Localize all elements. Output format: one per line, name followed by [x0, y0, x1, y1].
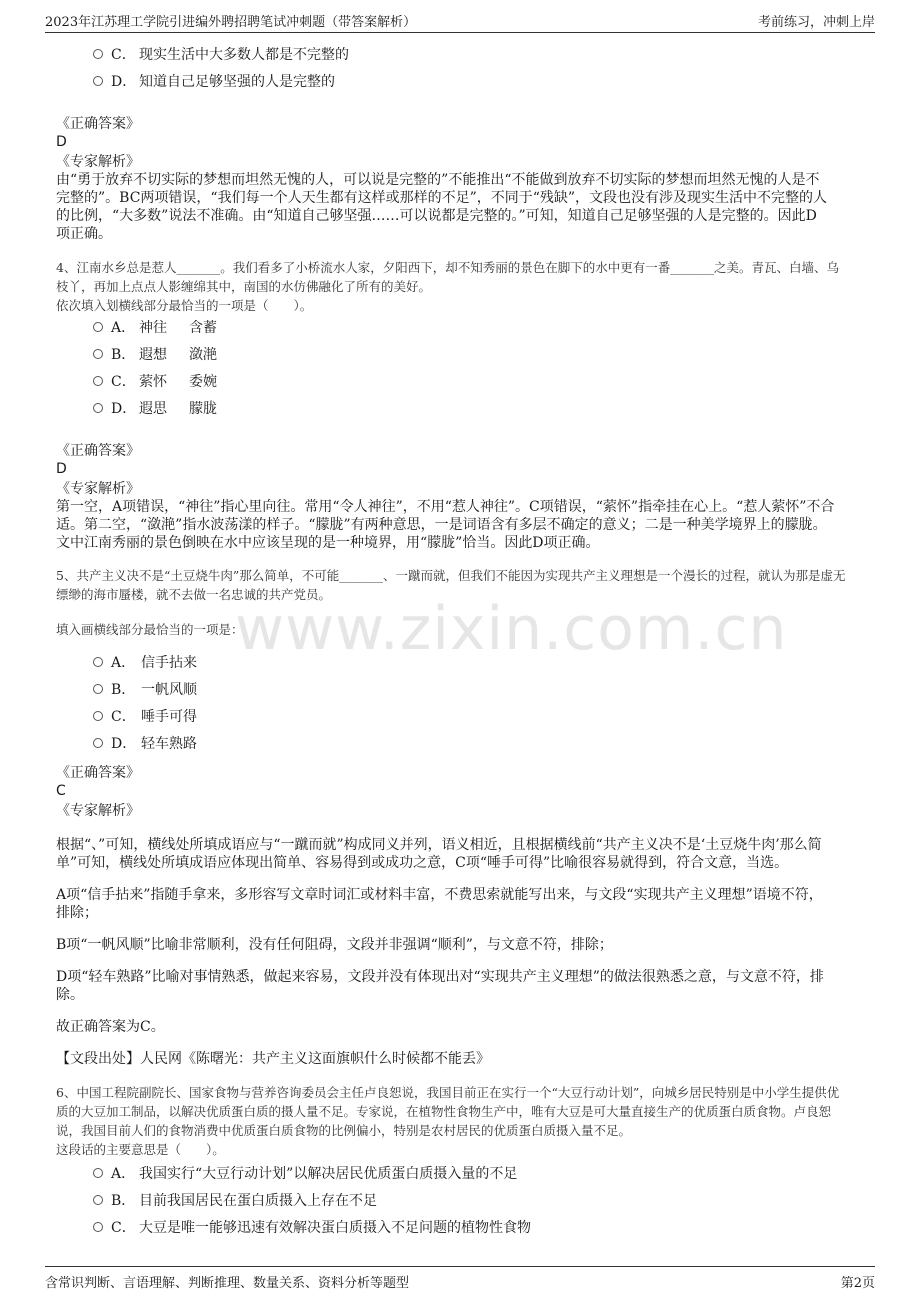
q5-conclusion: 故正确答案为C。	[56, 1019, 165, 1035]
radio-icon[interactable]	[93, 376, 103, 386]
q5-analysis-para-4	[56, 968, 864, 1004]
document-title: 2023年江苏理工学院引进编外聘招聘笔试冲刺题（带答案解析）	[45, 15, 417, 30]
option-letter: C．	[111, 1220, 136, 1236]
option-text: 信手拈来	[141, 655, 197, 671]
q5-analysis-para-3: B项“一帆风顺”比喻非常顺利，没有任何阻碍，文段并非强调“顺利”，与文意不符，排除；	[56, 937, 613, 953]
page-header	[45, 8, 875, 33]
analysis-line: A项“信手拈来”指随手拿来，多形容写文章时词汇或材料丰富，不费思索就能写出来，与文段“实现共产主义理想”语境不符，	[56, 887, 823, 903]
option-text-2: 含蓄	[189, 320, 217, 336]
option-text: 知道自己足够坚强的人是完整的	[139, 74, 335, 90]
option-text: 遐思	[139, 401, 167, 417]
option-letter: A．	[111, 320, 136, 336]
q5-option-c[interactable]	[93, 707, 197, 727]
radio-icon[interactable]	[93, 738, 103, 748]
analysis-line: 完整的”。BC两项错误，“我们每一个人天生都有这样或那样的不足”，不同于“残缺”，文段也没有涉及现实生活中不完整的人	[56, 190, 828, 206]
q4-analysis	[56, 498, 864, 552]
option-text: 现实生活中大多数人都是不完整的	[139, 47, 349, 63]
option-letter: C．	[111, 47, 136, 63]
stem-line: 4、江南水乡总是惹人_______。我们看多了小桥流水人家，夕阳西下，却不知秀丽的景色在脚下的水中更有一番_______之美。青瓦、白墙、乌	[56, 260, 839, 275]
header-slogan: 考前练习，冲刺上岸	[757, 15, 875, 30]
option-letter: B．	[111, 1193, 136, 1209]
q5-source: 【文段出处】人民网《陈曙光：共产主义这面旗帜什么时候都不能丢》	[56, 1051, 490, 1067]
stem-line: 质的大豆加工制品，以解决优质蛋白质的摄人量不足。专家说，在植物性食物生产中，唯有大豆是可大量直接生产的优质蛋白质食物。卢良恕	[56, 1104, 832, 1119]
radio-icon[interactable]	[93, 1222, 103, 1232]
option-letter: D．	[111, 401, 137, 417]
q4-stem	[56, 258, 868, 315]
radio-icon[interactable]	[93, 349, 103, 359]
q4-option-a[interactable]	[93, 318, 217, 338]
stem-line: 这段话的主要意思是（ ）。	[56, 1142, 225, 1157]
radio-icon[interactable]	[93, 76, 103, 86]
q5-analysis-para-1	[56, 836, 864, 872]
footer-categories: 含常识判断、言语理解、判断推理、数量关系、资料分析等题型	[45, 1276, 410, 1291]
option-text: 遐想	[139, 347, 167, 363]
option-text: 一帆风顺	[141, 682, 197, 698]
option-text: 神往	[139, 320, 167, 336]
option-text: 轻车熟路	[141, 736, 197, 752]
q3-answer-label: 《正确答案》	[56, 116, 140, 132]
q5-option-a[interactable]	[93, 653, 197, 673]
q3-option-c[interactable]	[93, 45, 349, 65]
option-letter: A．	[111, 655, 136, 671]
option-letter: D．	[111, 736, 137, 752]
q3-option-d[interactable]	[93, 72, 335, 92]
option-text: 目前我国居民在蛋白质摄入上存在不足	[139, 1193, 377, 1209]
q4-option-b[interactable]	[93, 345, 217, 365]
option-letter: D．	[111, 74, 137, 90]
watermark: www.zixin.com.cn	[235, 594, 788, 664]
q5-option-d[interactable]	[93, 734, 197, 754]
analysis-line: 排除；	[56, 905, 98, 921]
radio-icon[interactable]	[93, 657, 103, 667]
q6-option-c[interactable]	[93, 1218, 531, 1238]
option-text-2: 朦胧	[189, 401, 217, 417]
q6-stem	[56, 1083, 868, 1159]
q4-analysis-label: 《专家解析》	[56, 481, 140, 497]
option-text: 萦怀	[139, 374, 167, 390]
option-text-2: 委婉	[189, 374, 217, 390]
option-text-2: 潋滟	[189, 347, 217, 363]
analysis-line: 文中江南秀丽的景色倒映在水中应该呈现的是一种境界，用“朦胧”恰当。因此D项正确。	[56, 535, 600, 551]
radio-icon[interactable]	[93, 1195, 103, 1205]
q3-analysis-label: 《专家解析》	[56, 154, 140, 170]
q5-analysis-label: 《专家解析》	[56, 803, 140, 819]
radio-icon[interactable]	[93, 322, 103, 332]
analysis-line: 单”可知，横线处所填成语应体现出简单、容易得到或成功之意，C项“唾手可得”比喻很容易就得到，符合文意，当选。	[56, 855, 789, 871]
q3-answer: D	[56, 134, 67, 150]
q5-answer: C	[56, 783, 66, 799]
option-letter: B．	[111, 347, 136, 363]
analysis-line: 项正确。	[56, 226, 112, 242]
stem-line: 依次填入划横线部分最恰当的一项是（ ）。	[56, 298, 313, 313]
q4-option-c[interactable]	[93, 372, 217, 392]
q6-option-b[interactable]	[93, 1191, 377, 1211]
page-footer	[45, 1266, 875, 1295]
q5-prompt: 填入画横线部分最恰当的一项是：	[56, 622, 244, 637]
radio-icon[interactable]	[93, 1168, 103, 1178]
radio-icon[interactable]	[93, 403, 103, 413]
stem-line: 缥缈的海市蜃楼，就不去做一名忠诚的共产党员。	[56, 587, 332, 602]
page-number: 第2页	[840, 1276, 875, 1291]
analysis-line: 根据“、”可知，横线处所填成语应与“一蹴而就”构成同义并列，语义相近，且根据横线前“共产主义决不是‘土豆烧牛肉’那么简	[56, 837, 822, 853]
option-letter: C．	[111, 709, 136, 725]
option-text: 我国实行“大豆行动计划”以解决居民优质蛋白质摄入量的不足	[139, 1166, 518, 1182]
q4-answer: D	[56, 461, 67, 477]
radio-icon[interactable]	[93, 684, 103, 694]
radio-icon[interactable]	[93, 49, 103, 59]
stem-line: 枝丫，再加上点点人影缠绵其中，南国的水仿佛融化了所有的美好。	[56, 279, 432, 294]
q4-answer-label: 《正确答案》	[56, 443, 140, 459]
option-letter: B．	[111, 682, 136, 698]
analysis-line: D项“轻车熟路”比喻对事情熟悉，做起来容易，文段并没有体现出对“实现共产主义理想”的做法很熟悉之意，与文意不符，排	[56, 969, 824, 985]
analysis-line: 适。第二空，“潋滟”指水波荡漾的样子。“朦胧”有两种意思，一是词语含有多层不确定的意义；二是一种美学境界上的朦胧。	[56, 517, 827, 533]
q5-option-b[interactable]	[93, 680, 197, 700]
option-text: 大豆是唯一能够迅速有效解决蛋白质摄入不足问题的植物性食物	[139, 1220, 531, 1236]
stem-line: 说，我国目前人们的食物消费中优质蛋白质食物的比例偏小，特别是农村居民的优质蛋白质摄入量不足。	[56, 1123, 632, 1138]
analysis-line: 除。	[56, 987, 84, 1003]
q6-option-a[interactable]	[93, 1164, 517, 1184]
analysis-line: 第一空，A项错误，“神往”指心里向往。常用“令人神往”，不用“惹人神往”。C项错误，“萦怀”指牵挂在心上。“惹人萦怀”不合	[56, 499, 835, 515]
q3-analysis	[56, 171, 864, 243]
q5-answer-label: 《正确答案》	[56, 765, 140, 781]
q5-analysis-para-2	[56, 886, 864, 922]
q5-stem	[56, 566, 868, 604]
analysis-line: 的比例，“大多数”说法不准确。由“知道自己够坚强……可以说都是完整的。”可知，知道自己足够坚强的人是完整的。因此D	[56, 208, 817, 224]
option-text: 唾手可得	[141, 709, 197, 725]
stem-line: 5、共产主义决不是“土豆烧牛肉”那么简单，不可能_______、一蹴而就，但我们不能因为实现共产主义理想是一个漫长的过程，就认为那是虚无	[56, 568, 846, 583]
option-letter: C．	[111, 374, 136, 390]
radio-icon[interactable]	[93, 711, 103, 721]
q4-option-d[interactable]	[93, 399, 217, 419]
stem-line: 6、中国工程院副院长、国家食物与营养咨询委员会主任卢良恕说，我国目前正在实行一个“大豆行动计划”，向城乡居民特别是中小学生提供优	[56, 1085, 840, 1100]
option-letter: A．	[111, 1166, 136, 1182]
analysis-line: 由“勇于放弃不切实际的梦想而坦然无愧的人，可以说是完整的”不能推出“不能做到放弃不切实际的梦想而坦然无愧的人是不	[56, 172, 820, 188]
